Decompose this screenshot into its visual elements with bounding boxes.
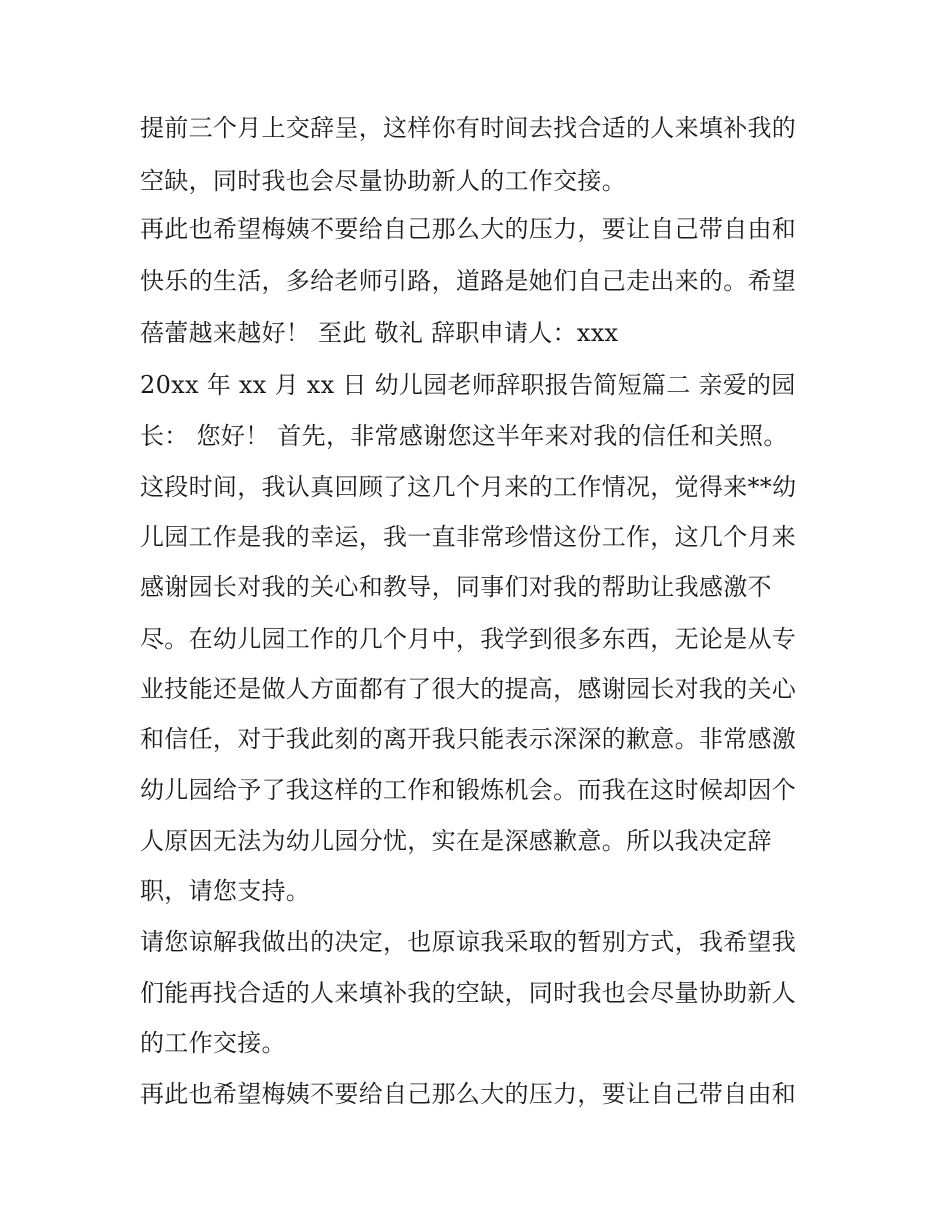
text-line: 感谢园长对我的关心和教导，同事们对我的帮助让我感激不 <box>140 573 772 601</box>
text-line: 空缺，同时我也会尽量协助新人的工作交接。 <box>140 167 626 195</box>
text-line: 业技能还是做人方面都有了很大的提高，感谢园长对我的关心 <box>140 675 797 703</box>
text-line: 蓓蕾越来越好！ 至此 敬礼 辞职申请人：xxx <box>140 319 619 347</box>
text-line: 这段时间，我认真回顾了这几个月来的工作情况，觉得来**幼 <box>140 473 797 501</box>
text-line: 和信任，对于我此刻的离开我只能表示深深的歉意。非常感激 <box>140 725 797 753</box>
text-line: 尽。在幼儿园工作的几个月中，我学到很多东西，无论是从专 <box>140 625 797 653</box>
text-line: 儿园工作是我的幸运，我一直非常珍惜这份工作，这几个月来 <box>140 523 797 551</box>
text-line: 提前三个月上交辞呈，这样你有时间去找合适的人来填补我的 <box>140 114 797 142</box>
text-line: 再此也希望梅姨不要给自己那么大的压力，要让自己带自由和 <box>140 1080 797 1108</box>
text-line: 请您谅解我做出的决定，也原谅我采取的暂别方式，我希望我 <box>140 928 797 956</box>
text-line: 的工作交接。 <box>140 1029 286 1057</box>
text-line: 长： 您好！ 首先，非常感谢您这半年来对我的信任和关照。 <box>140 422 788 450</box>
text-line: 再此也希望梅姨不要给自己那么大的压力，要让自己带自由和 <box>140 215 797 243</box>
text-line: 们能再找合适的人来填补我的空缺，同时我也会尽量协助新人 <box>140 979 797 1007</box>
text-line: 快乐的生活，多给老师引路，道路是她们自己走出来的。希望 <box>140 267 797 295</box>
text-line: 幼儿园给予了我这样的工作和锻炼机会。而我在这时候却因个 <box>140 776 797 804</box>
text-line: 职，请您支持。 <box>140 877 311 905</box>
text-line: 人原因无法为幼儿园分忧，实在是深感歉意。所以我决定辞 <box>140 827 772 855</box>
text-line: 20xx 年 xx 月 xx 日 幼儿园老师辞职报告简短篇二 亲爱的园 <box>140 371 796 399</box>
